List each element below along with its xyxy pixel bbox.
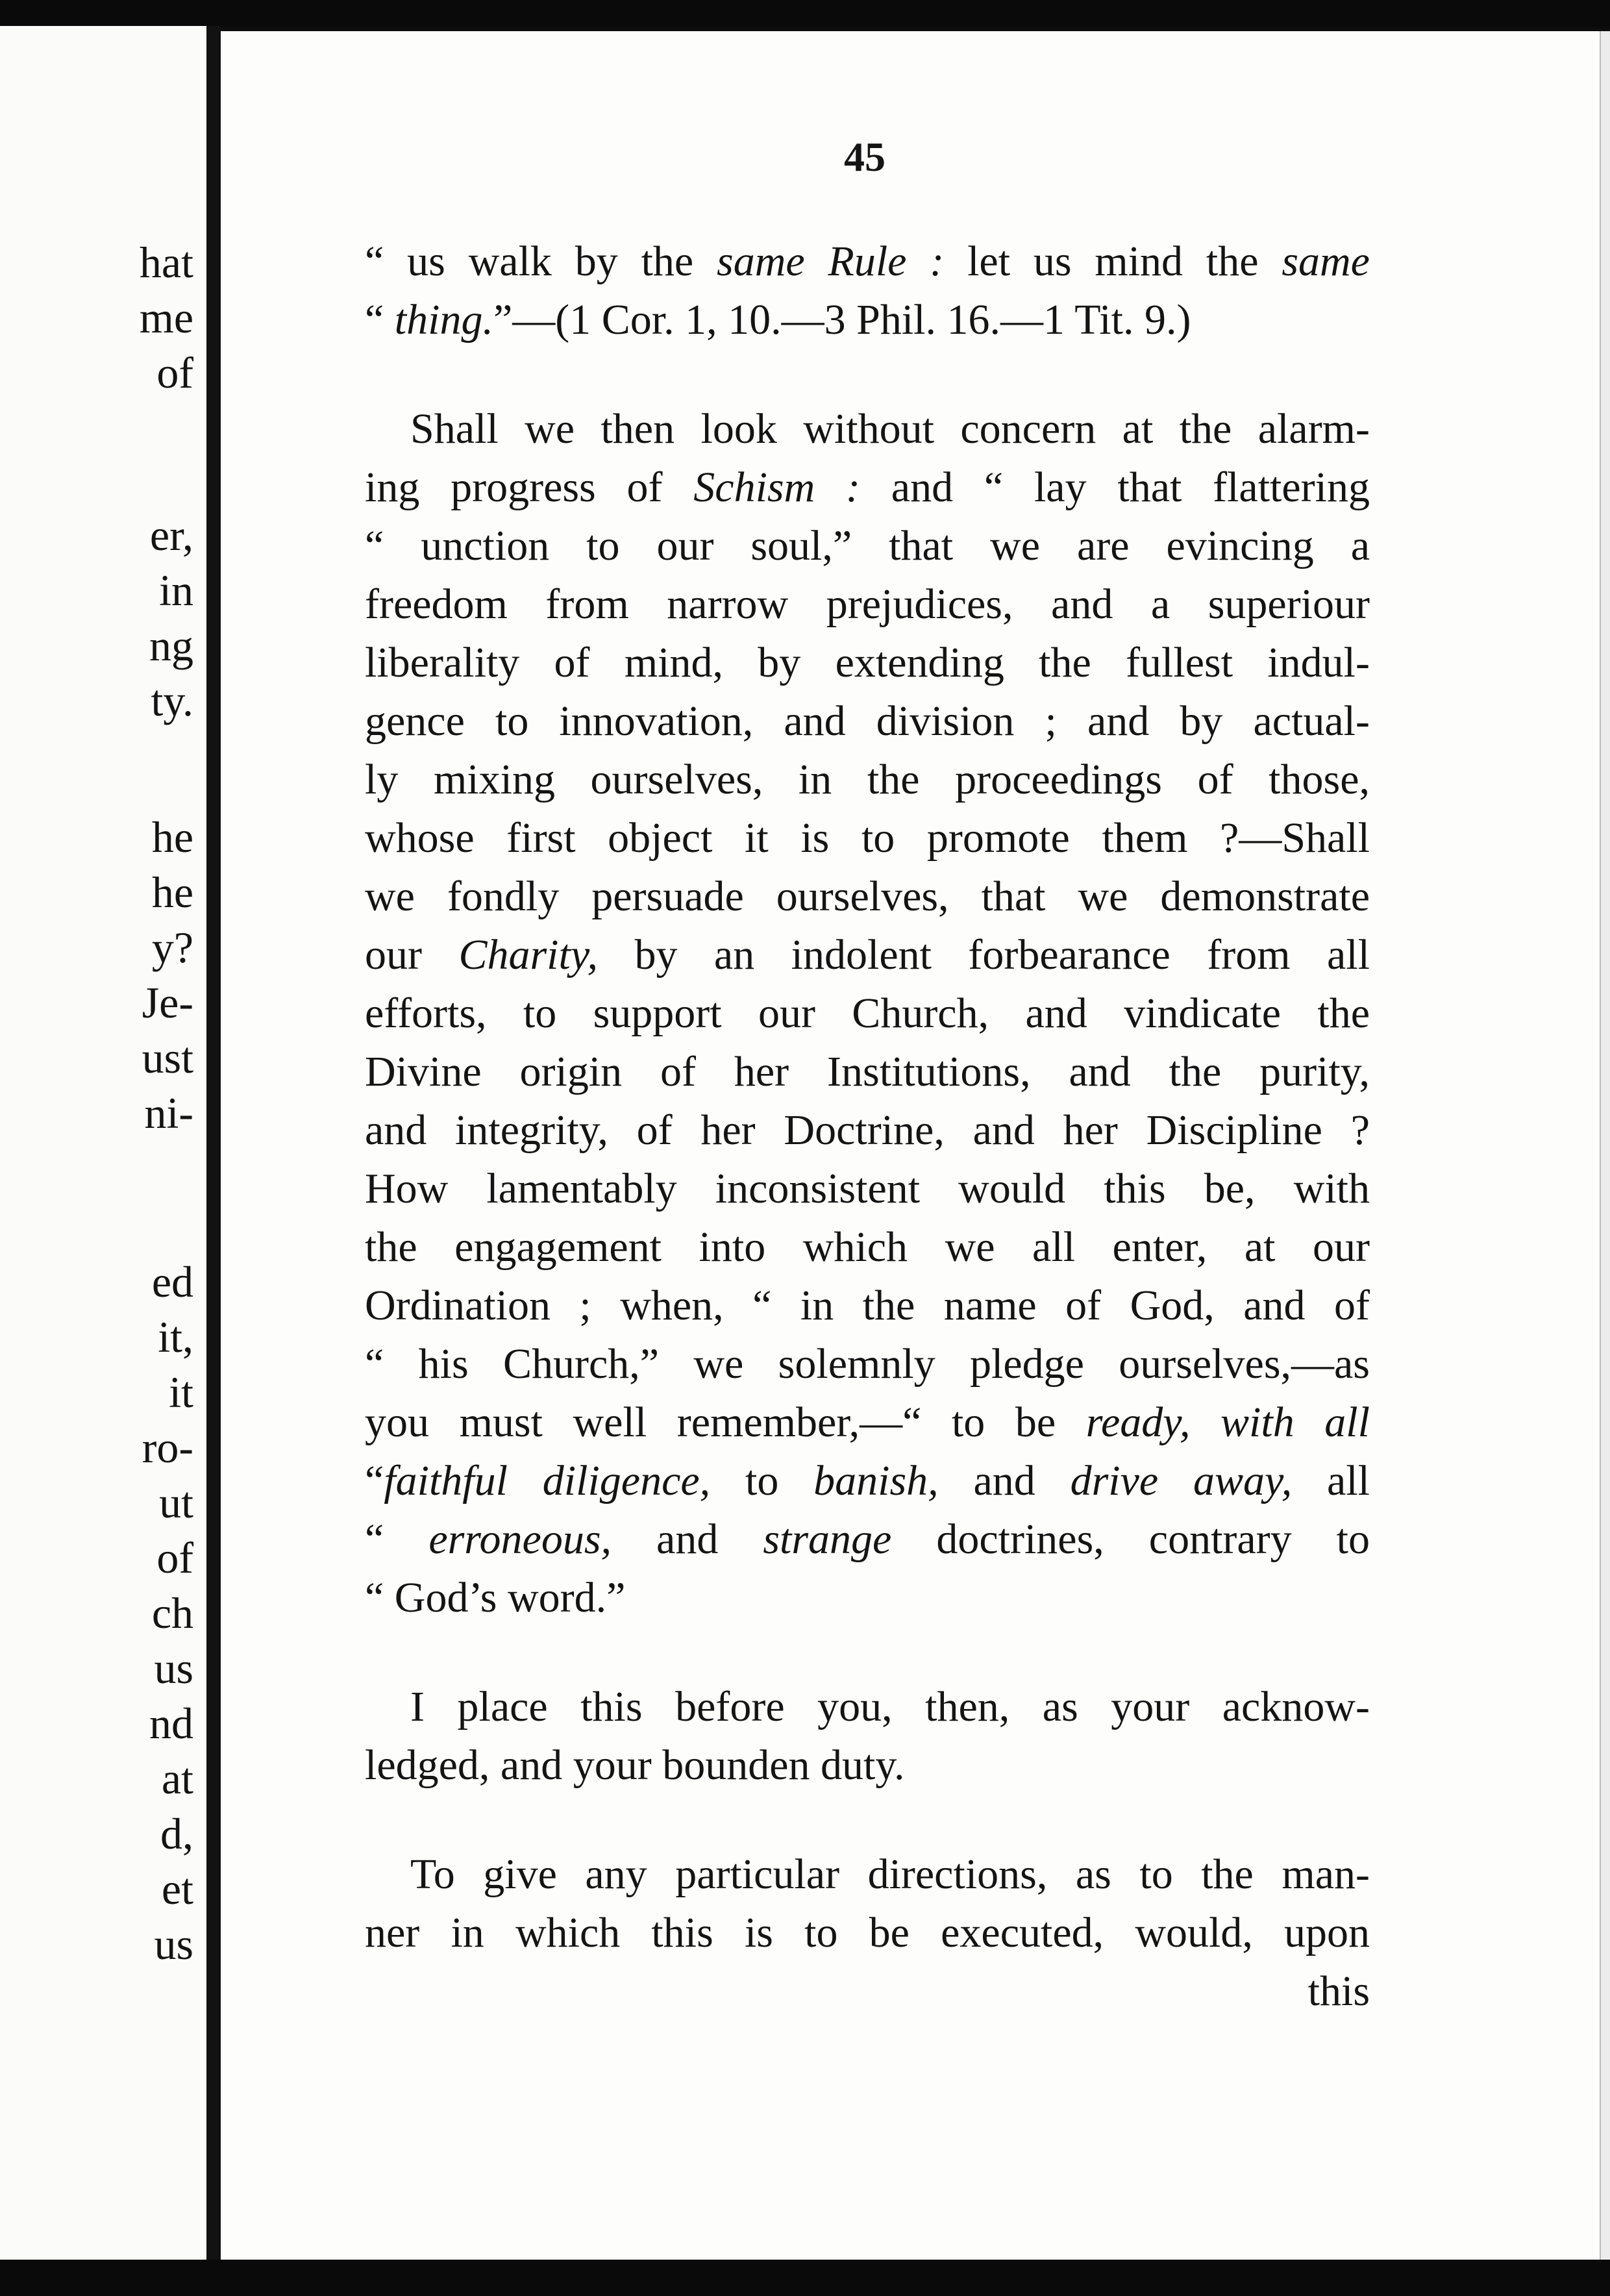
facing-page-text-fragment: d, (160, 1809, 193, 1858)
page-number: 45 (844, 134, 886, 180)
text-line (365, 1904, 1370, 1962)
text-line (365, 1218, 1370, 1277)
facing-page-text-fragment: ut (159, 1478, 193, 1527)
italic-text: strange (763, 1516, 892, 1563)
book-gutter (206, 26, 221, 2260)
text-line (365, 517, 1370, 575)
text-line (365, 1962, 1370, 2021)
text-line (365, 1043, 1370, 1101)
italic-text: faithful diligence, (384, 1457, 711, 1504)
paragraph-gap (365, 349, 1370, 400)
text-line (365, 458, 1370, 517)
text-span: freedom from narrow prejudices, and a superiour (365, 580, 1370, 628)
text-span: ing progress of (365, 464, 694, 511)
facing-page-text-fragment: Je- (142, 978, 193, 1027)
text-span: all (1292, 1457, 1370, 1504)
text-span: “ (365, 1516, 429, 1563)
text-span: ”—(1 Cor. 1, 10.—3 Phil. 16.—1 Tit. 9.) (493, 296, 1191, 343)
text-span: the engagement into which we all enter, at our (365, 1223, 1370, 1271)
text-span: Divine origin of her Institutions, and the purity, (365, 1048, 1370, 1095)
text-line (365, 1452, 1370, 1510)
text-span: “ (365, 1457, 384, 1504)
text-span: liberality of mind, by extending the fullest indul- (365, 639, 1370, 686)
text-span: by an indolent forbearance from all (597, 931, 1370, 979)
text-line (365, 634, 1370, 692)
italic-text: drive away, (1070, 1457, 1293, 1504)
text-span: I place this before you, then, as your acknow- (410, 1683, 1370, 1730)
text-span: gence to innovation, and division ; and by actual- (365, 697, 1370, 745)
facing-page-text-fragment: at (161, 1754, 193, 1803)
text-span: “ (365, 296, 395, 343)
facing-page-text-fragment: ro- (142, 1423, 193, 1472)
facing-page-text-fragment: he (151, 867, 193, 917)
facing-page-text-fragment: of (156, 1533, 193, 1582)
facing-page-left (0, 26, 206, 2260)
facing-page-text-fragment: y? (151, 923, 193, 972)
text-line (365, 1277, 1370, 1335)
facing-page-text-fragment: of (156, 348, 193, 397)
text-line (365, 984, 1370, 1043)
italic-text: ready, with all (1085, 1399, 1370, 1446)
text-line (365, 575, 1370, 634)
scan-top-border (0, 0, 1610, 27)
text-span: to (710, 1457, 814, 1504)
text-span: doctrines, contrary to (891, 1516, 1370, 1563)
italic-text: banish, (813, 1457, 939, 1504)
facing-page-text-fragment: it (169, 1367, 193, 1417)
text-line (365, 1736, 1370, 1795)
facing-page-text-fragment: et (161, 1864, 193, 1914)
italic-text: same (1282, 238, 1370, 285)
text-line (365, 1569, 1370, 1627)
text-line (365, 1393, 1370, 1452)
text-line (365, 1101, 1370, 1160)
text-span: “ unction to our soul,” that we are evincing a (365, 522, 1370, 569)
text-span: Shall we then look without concern at the alarm- (410, 405, 1370, 453)
facing-page-text-fragment: hat (139, 238, 193, 287)
text-line (365, 1678, 1370, 1736)
facing-page-text-fragment: me (139, 293, 193, 342)
text-span: How lamentably inconsistent would this be, with (365, 1165, 1370, 1212)
text-span: and (938, 1457, 1071, 1504)
text-span: “ his Church,” we solemnly pledge ourselves,—as (365, 1340, 1370, 1388)
text-span: “ God’s word.” (365, 1574, 626, 1621)
text-line (365, 926, 1370, 984)
facing-page-text-fragment: ni- (144, 1088, 193, 1138)
facing-page-text-fragment: er, (149, 510, 193, 560)
text-span: let us mind the (944, 238, 1282, 285)
italic-text: erroneous, (428, 1516, 612, 1563)
facing-page-text-fragment: in (159, 566, 193, 615)
paragraph-gap (365, 1795, 1370, 1845)
facing-page-text-fragment: ty. (151, 676, 193, 725)
text-span: you must well remember,—“ to be (365, 1399, 1086, 1446)
text-span: ly mixing ourselves, in the proceedings of those, (365, 756, 1370, 803)
facing-page-text-fragment: ed (151, 1257, 193, 1306)
text-line (365, 232, 1370, 291)
text-span: ner in which this is to be executed, would, upon (365, 1909, 1370, 1956)
text-line (365, 1845, 1370, 1904)
text-line (365, 867, 1370, 926)
italic-text: Schism : (693, 464, 861, 511)
italic-text: same Rule : (717, 238, 945, 285)
text-span: and (612, 1516, 763, 1563)
text-span: this (1307, 1967, 1370, 2015)
text-span: whose first object it is to promote them ?—Shall (365, 814, 1370, 862)
facing-page-text-fragment: ch (151, 1588, 193, 1638)
facing-page-text-fragment: us (154, 1643, 193, 1693)
scan-bottom-border (0, 2260, 1610, 2296)
page-body-text (365, 232, 1370, 2021)
facing-page-text-fragment: he (151, 812, 193, 862)
page-edge (1600, 31, 1610, 2260)
text-span: we fondly persuade ourselves, that we demonstrate (365, 873, 1370, 920)
text-line (365, 809, 1370, 867)
text-span: and “ lay that flattering (860, 464, 1370, 511)
facing-page-text-fragment: us (154, 1919, 193, 1969)
text-line (365, 291, 1370, 349)
text-span: “ us walk by the (365, 238, 717, 285)
text-span: our (365, 931, 459, 979)
facing-page-text-fragment: ng (149, 621, 193, 670)
text-line (365, 1160, 1370, 1218)
paragraph-gap (365, 1627, 1370, 1678)
facing-page-text-fragment: nd (149, 1699, 193, 1748)
text-span: ledged, and your bounden duty. (365, 1741, 905, 1789)
text-line (365, 692, 1370, 751)
text-span: efforts, to support our Church, and vindicate the (365, 990, 1370, 1037)
text-line (365, 1510, 1370, 1569)
text-span: Ordination ; when, “ in the name of God, and of (365, 1282, 1370, 1329)
text-span: and integrity, of her Doctrine, and her Discipline ? (365, 1106, 1370, 1154)
text-span: To give any particular directions, as to the man- (410, 1851, 1370, 1898)
text-line (365, 400, 1370, 458)
facing-page-text-fragment: ust (142, 1033, 193, 1082)
italic-text: Charity, (458, 931, 598, 979)
italic-text: thing. (394, 296, 493, 343)
text-line (365, 751, 1370, 809)
text-line (365, 1335, 1370, 1393)
facing-page-text-fragment: it, (158, 1312, 193, 1362)
